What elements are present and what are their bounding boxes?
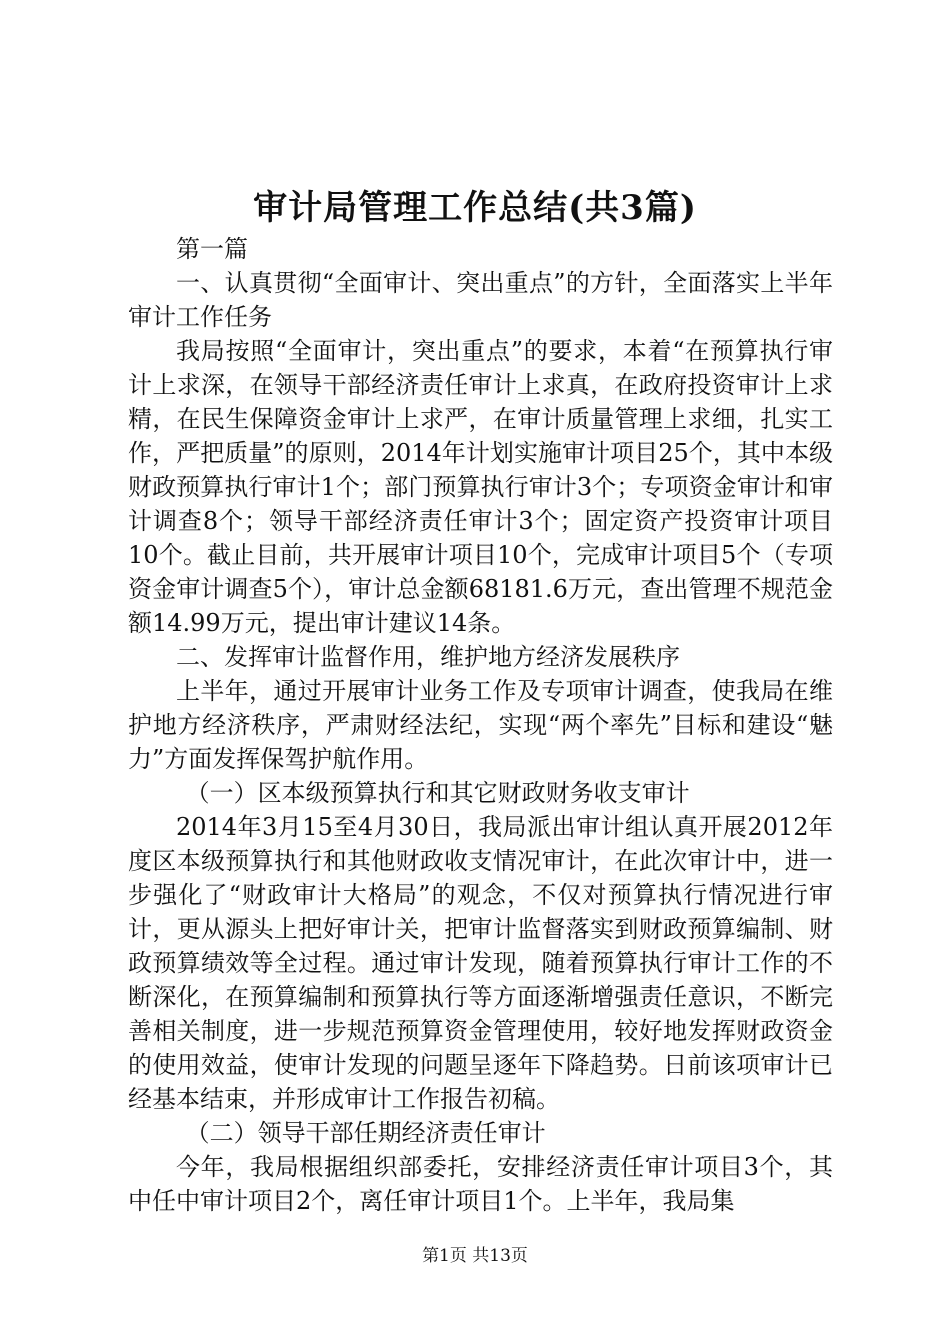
body-paragraph: 2014年3月15至4月30日，我局派出审计组认真开展2012年度区本级预算执行和其他财政收支情况审计，在此次审计中，进一步强化了“财政审计大格局”的观念，不仅对预算执行情况进行审计，更从源头上把好审计关，把审计监督落实到财政预算编制、财政预算绩效等全过程。通过审计发现，随着预算执行审计工作的不断深化，在预算编制和预算执行等方面逐渐增强责任意识，不断完善相关制度，进一步规范预算资金管理使用，较好地发挥财政资金的使用效益，使审计发现的问题呈逐年下降趋势。日前该项审计已经基本结束，并形成审计工作报告初稿。 bbox=[128, 813, 833, 1113]
document-body bbox=[128, 232, 833, 1218]
section-heading-1: 一、认真贯彻“全面审计、突出重点”的方针，全面落实上半年审计工作任务 bbox=[128, 269, 833, 331]
section-label: 第一篇 bbox=[176, 235, 248, 263]
subsection-heading-2: （二）领导干部任期经济责任审计 bbox=[185, 1119, 546, 1147]
document-title: 审计局管理工作总结(共3篇) bbox=[253, 188, 697, 228]
subsection-heading-1: （一）区本级预算执行和其它财政财务收支审计 bbox=[185, 779, 690, 807]
body-paragraph: 上半年，通过开展审计业务工作及专项审计调查，使我局在维护地方经济秩序，严肃财经法纪，实现“两个率先”目标和建设“魅力”方面发挥保驾护航作用。 bbox=[128, 677, 833, 773]
body-paragraph: 今年，我局根据组织部委托，安排经济责任审计项目3个，其中任中审计项目2个，离任审计项目1个。上半年，我局集 bbox=[128, 1153, 833, 1215]
body-paragraph: 我局按照“全面审计，突出重点”的要求，本着“在预算执行审计上求深，在领导干部经济责任审计上求真，在政府投资审计上求精，在民生保障资金审计上求严，在审计质量管理上求细，扎实工作，严把质量”的原则，2014年计划实施审计项目25个，其中本级财政预算执行审计1个；部门预算执行审计3个；专项资金审计和审计调查8个；领导干部经济责任审计3个；固定资产投资审计项目10个。截止目前，共开展审计项目10个，完成审计项目5个（专项资金审计调查5个），审计总金额68181.6万元，查出管理不规范金额14.99万元，提出审计建议14条。 bbox=[128, 337, 833, 637]
page-footer: 第1页 共13页 bbox=[422, 1246, 528, 1266]
section-heading-2: 二、发挥审计监督作用，维护地方经济发展秩序 bbox=[176, 643, 680, 671]
